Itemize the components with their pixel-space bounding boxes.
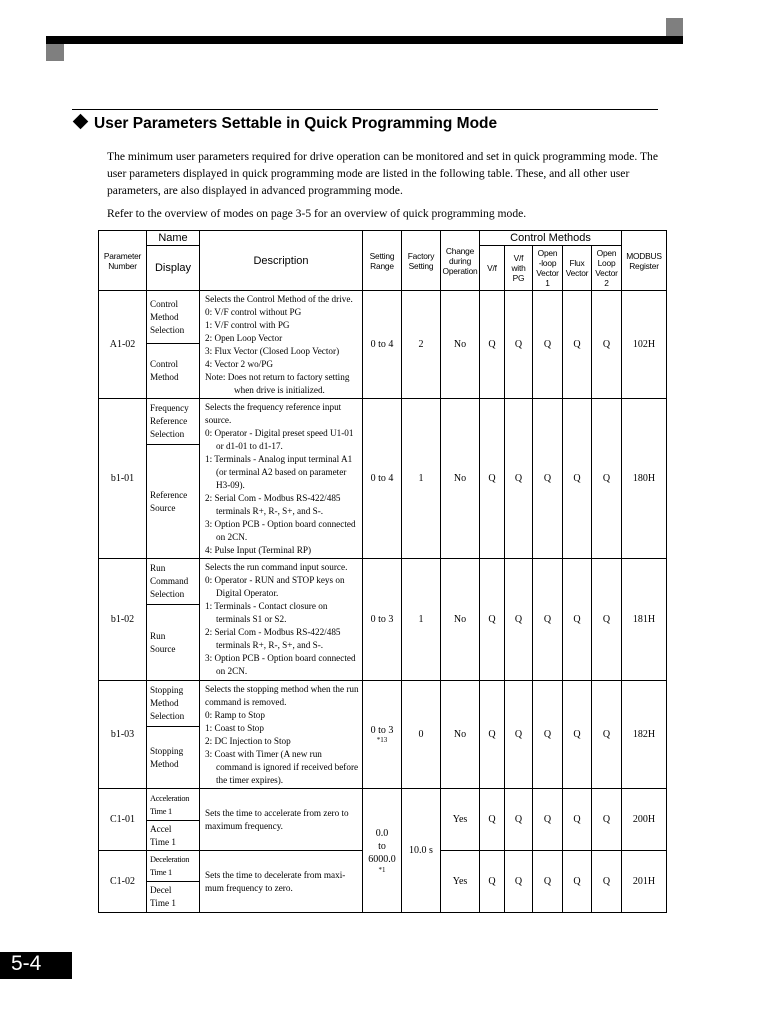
section-heading xyxy=(72,115,497,133)
table-row-c1-01 xyxy=(99,789,667,821)
method-vf: Q xyxy=(480,851,505,913)
table-row-b1-02 xyxy=(99,559,667,605)
param-number: b1-02 xyxy=(99,559,147,681)
header-vf: V/f xyxy=(480,246,505,291)
method-vf: Q xyxy=(480,291,505,399)
param-description: Selects the stopping method when the run command is removed. 0: Ramp to Stop 1: Coast to Stop 2: DC Injection to Stop 3: Coast with Timer (A new run command is ignored if received before the timer expires). xyxy=(200,681,363,789)
method-olv2: Q xyxy=(592,559,622,681)
factory-setting-c1: 10.0 s xyxy=(402,789,441,913)
setting-range-c1: 0.0 to 6000.0 *1 xyxy=(363,789,402,913)
method-olv2: Q xyxy=(592,399,622,559)
header-name: Name xyxy=(147,231,200,246)
param-display: Control Method xyxy=(147,344,200,399)
param-name: Control Method Selection xyxy=(147,291,200,344)
modbus-register: 200H xyxy=(622,789,667,851)
method-olv: Q xyxy=(533,291,563,399)
method-vf-pg: Q xyxy=(505,789,533,851)
setting-range: 0 to 4 xyxy=(363,399,402,559)
param-description: Selects the Control Method of the drive. 0: V/F control without PG 1: V/F control with PG 2: Open Loop Vector 3: Flux Vector (Closed Loop Vector) 4: Vector 2 wo/PG Note: Does not return to factory setting when drive is initialized. xyxy=(200,291,363,399)
modbus-register: 181H xyxy=(622,559,667,681)
header-flux-vector: Flux Vector xyxy=(563,246,592,291)
factory-setting: 0 xyxy=(402,681,441,789)
method-vf-pg: Q xyxy=(505,399,533,559)
header-control-methods: Control Methods xyxy=(480,231,622,246)
table-row-b1-01 xyxy=(99,399,667,445)
modbus-register: 180H xyxy=(622,399,667,559)
method-olv: Q xyxy=(533,789,563,851)
change-during-operation: Yes xyxy=(441,851,480,913)
param-number: A1-02 xyxy=(99,291,147,399)
header-vf-with-pg: V/f with PG xyxy=(505,246,533,291)
header-change-during-operation: Change during Operation xyxy=(441,231,480,291)
header-description: Description xyxy=(200,231,363,291)
header-setting-range: Setting Range xyxy=(363,231,402,291)
method-olv2: Q xyxy=(592,789,622,851)
header-modbus-register: MODBUS Register xyxy=(622,231,667,291)
param-display: Accel Time 1 xyxy=(147,821,200,851)
header-open-loop-vector-2: Open Loop Vector 2 xyxy=(592,246,622,291)
method-olv2: Q xyxy=(592,851,622,913)
table-row-b1-03 xyxy=(99,681,667,727)
section-rule xyxy=(72,109,658,110)
change-during-operation: No xyxy=(441,399,480,559)
param-display: Stopping Method xyxy=(147,727,200,789)
intro-paragraph: The minimum user parameters required for drive operation can be monitored and set in quick programming mode. The user parameters displayed in quick programming mode are listed in the following table. These, and all other user parameters, are also displayed in advanced programming mode. xyxy=(107,150,658,197)
method-vf: Q xyxy=(480,559,505,681)
method-flux: Q xyxy=(563,399,592,559)
param-description: Selects the frequency reference input source. 0: Operator - Digital preset speed U1-01 or d1-01 to d1-17. 1: Terminals - Analog input terminal A1 (or terminal A2 based on parameter H3-09). 2: Serial Com - Modbus RS-422/485 terminals R+, R-, S+, and S-. 3: Option PCB - Option board connected on 2CN. 4: Pulse Input (Terminal RP) xyxy=(200,399,363,559)
param-display: Decel Time 1 xyxy=(147,882,200,913)
header-open-loop-vector-1: Open -loop Vector 1 xyxy=(533,246,563,291)
method-flux: Q xyxy=(563,559,592,681)
setting-range: 0 to 3 *13 xyxy=(363,681,402,789)
corner-mark-top-right xyxy=(666,18,683,36)
method-flux: Q xyxy=(563,291,592,399)
modbus-register: 201H xyxy=(622,851,667,913)
table-row-a1-02 xyxy=(99,291,667,344)
param-name: Stopping Method Selection xyxy=(147,681,200,727)
param-name: Acceleration Time 1 xyxy=(147,789,200,821)
param-display: Run Source xyxy=(147,605,200,681)
method-olv2: Q xyxy=(592,291,622,399)
factory-setting: 2 xyxy=(402,291,441,399)
param-description: Sets the time to accelerate from zero to maximum frequency. xyxy=(200,789,363,851)
modbus-register: 182H xyxy=(622,681,667,789)
change-during-operation: No xyxy=(441,681,480,789)
method-vf: Q xyxy=(480,681,505,789)
corner-mark-top-left xyxy=(46,44,64,61)
param-description: Selects the run command input source. 0: Operator - RUN and STOP keys on Digital Operator. 1: Terminals - Contact closure on terminals S1 or S2. 2: Serial Com - Modbus RS-422/485 terminals R+, R-, S+, and S-. 3: Option PCB - Option board connected on 2CN. xyxy=(200,559,363,681)
param-display: Reference Source xyxy=(147,445,200,559)
param-number: C1-01 xyxy=(99,789,147,851)
method-vf: Q xyxy=(480,399,505,559)
header-display: Display xyxy=(147,246,200,291)
method-flux: Q xyxy=(563,789,592,851)
change-during-operation: No xyxy=(441,291,480,399)
header-parameter-number: Parameter Number xyxy=(99,231,147,291)
method-vf-pg: Q xyxy=(505,851,533,913)
setting-range-note: *1 xyxy=(378,865,386,874)
header-bar xyxy=(46,36,683,44)
factory-setting: 1 xyxy=(402,399,441,559)
header-factory-setting: Factory Setting xyxy=(402,231,441,291)
factory-setting: 1 xyxy=(402,559,441,681)
param-number: b1-03 xyxy=(99,681,147,789)
method-olv: Q xyxy=(533,851,563,913)
param-number: b1-01 xyxy=(99,399,147,559)
page-number: 5-4 xyxy=(11,952,42,975)
change-during-operation: Yes xyxy=(441,789,480,851)
method-olv2: Q xyxy=(592,681,622,789)
modbus-register: 102H xyxy=(622,291,667,399)
method-olv: Q xyxy=(533,559,563,681)
param-name: Frequency Reference Selection xyxy=(147,399,200,445)
method-vf-pg: Q xyxy=(505,559,533,681)
method-vf-pg: Q xyxy=(505,681,533,789)
setting-range-note: *13 xyxy=(376,735,388,744)
diamond-bullet-icon xyxy=(73,114,89,130)
method-flux: Q xyxy=(563,681,592,789)
param-number: C1-02 xyxy=(99,851,147,913)
parameter-table xyxy=(98,230,667,913)
method-olv: Q xyxy=(533,681,563,789)
param-description: Sets the time to decelerate from maxi- mum frequency to zero. xyxy=(200,851,363,913)
page-number-box xyxy=(0,952,72,979)
method-olv: Q xyxy=(533,399,563,559)
change-during-operation: No xyxy=(441,559,480,681)
setting-range: 0 to 3 xyxy=(363,559,402,681)
section-title: User Parameters Settable in Quick Programming Mode xyxy=(94,115,498,132)
reference-paragraph: Refer to the overview of modes on page 3-5 for an overview of quick programming mode. xyxy=(107,207,527,220)
param-name: Deceleration Time 1 xyxy=(147,851,200,882)
method-vf-pg: Q xyxy=(505,291,533,399)
param-name: Run Command Selection xyxy=(147,559,200,605)
setting-range: 0 to 4 xyxy=(363,291,402,399)
method-vf: Q xyxy=(480,789,505,851)
method-flux: Q xyxy=(563,851,592,913)
